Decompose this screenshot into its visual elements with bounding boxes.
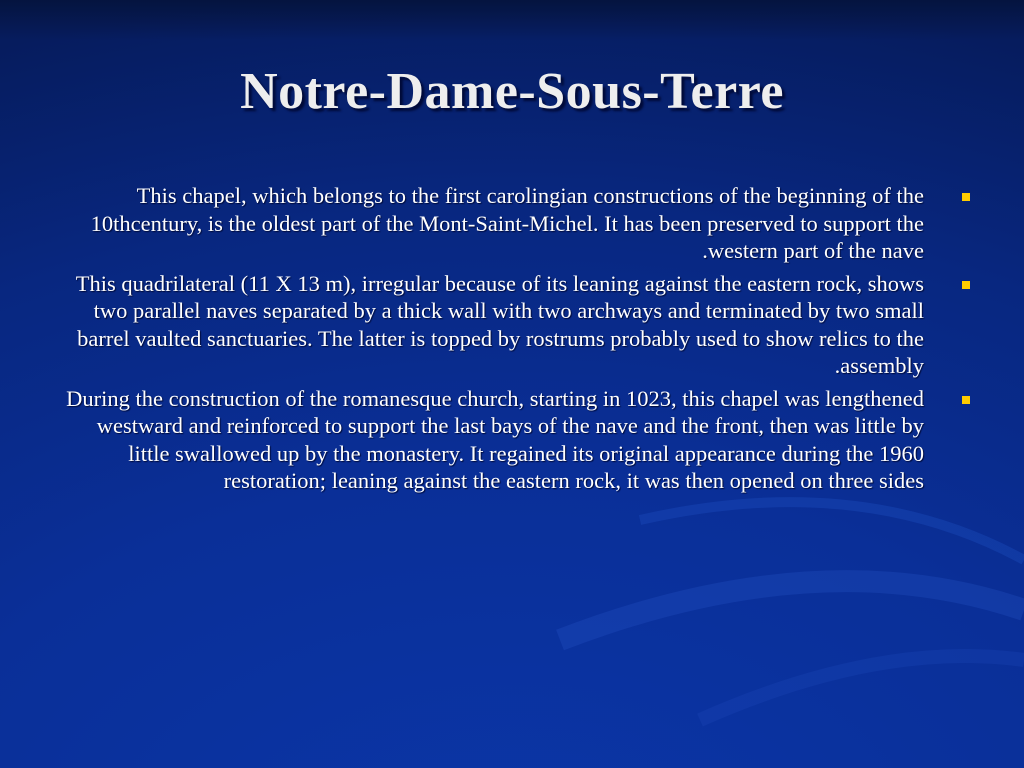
list-item bbox=[60, 385, 970, 495]
list-item bbox=[60, 270, 970, 380]
paragraph-text: During the construction of the romanesque church, starting in 1023, this chapel was lengthened westward and reinforced to support the last bays of the nave and the front, then was little by little swallowed up by the monastery. It regained its original appearance during the 1960 restoration; leaning against the eastern rock, it was then opened on three sides bbox=[66, 385, 924, 493]
list-item bbox=[60, 182, 970, 265]
bullet-list bbox=[60, 182, 970, 500]
slide-title: Notre-Dame-Sous-Terre bbox=[240, 63, 784, 120]
paragraph-text: This quadrilateral (11 X 13 m), irregular because of its leaning against the eastern rock, shows two parallel naves separated by a thick wall with two archways and terminated by two small barrel vaulted sanctuaries. The latter is topped by rostrums probably used to show relics to the assembly. bbox=[75, 270, 924, 378]
square-bullet-icon bbox=[962, 193, 970, 201]
square-bullet-icon bbox=[962, 396, 970, 404]
square-bullet-icon bbox=[962, 281, 970, 289]
paragraph-text: This chapel, which belongs to the first carolingian constructions of the beginning of the 10thcentury, is the oldest part of the Mont-Saint-Michel. It has been preserved to support the western part of the nave. bbox=[90, 183, 924, 263]
